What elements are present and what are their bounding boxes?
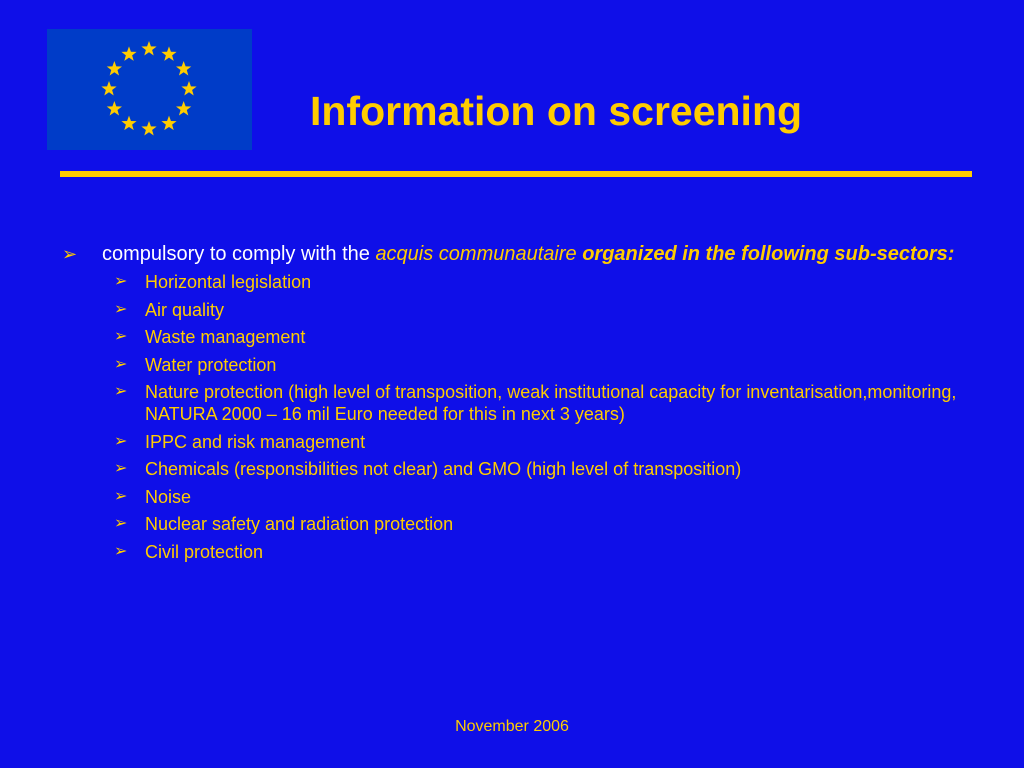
bullet-content [62,242,962,568]
arrow-bullet-icon: ➢ [114,515,128,532]
arrow-bullet-icon: ➢ [62,244,78,264]
sub-sector-list [62,271,962,563]
list-item-label: Noise [145,486,192,507]
list-item-label: Chemicals (responsibilities not clear) and GMO (high level of transposition) [145,459,742,479]
list-item [62,326,962,348]
list-item-label: Water protection [145,354,277,375]
list-item-label: Civil protection [145,541,264,562]
list-item [62,354,962,376]
star-icon [101,81,116,95]
eu-flag-icon [47,29,252,150]
arrow-bullet-icon: ➢ [114,487,128,505]
list-item-label: Air quality [145,299,225,320]
list-item [62,381,962,425]
list-item [62,458,962,480]
star-icon [176,61,191,75]
footer-date: November 2006 [455,718,569,735]
main-bullet-text: compulsory to comply with the [102,243,376,265]
list-item [62,486,962,508]
list-item-label: Waste management [145,327,306,347]
star-icon [107,61,122,75]
arrow-bullet-icon: ➢ [114,432,128,450]
arrow-bullet-icon: ➢ [114,300,128,318]
eu-stars-ring [47,29,252,150]
list-item-label: Nuclear safety and radiation protection [145,514,454,534]
star-icon [107,101,122,115]
arrow-bullet-icon: ➢ [114,542,128,560]
list-item [62,271,962,293]
star-icon [181,81,196,95]
star-icon [161,46,176,60]
main-bullet [62,242,962,267]
star-icon [161,116,176,130]
main-bullet-italic: acquis communautaire [375,243,577,265]
star-icon [141,41,156,55]
list-item [62,299,962,321]
list-item [62,513,962,535]
list-item-label: IPPC and risk management [145,431,366,452]
arrow-bullet-icon: ➢ [114,383,128,400]
arrow-bullet-icon: ➢ [114,328,128,345]
star-icon [141,121,156,135]
main-bullet-bold-italic: organized in the following sub-sectors: [576,243,955,265]
star-icon [121,116,136,130]
arrow-bullet-icon: ➢ [114,273,128,290]
list-item [62,541,962,563]
title-divider [60,171,972,177]
star-icon [121,46,136,60]
list-item [62,431,962,453]
page-title: Information on screening [310,88,803,134]
arrow-bullet-icon: ➢ [114,355,128,373]
list-item-label: Horizontal legislation [145,272,312,292]
list-item-label: Nature protection (high level of transposition, weak institutional capacity for inventarisation,monitoring, NATURA 2000 – 16 mil Euro needed for this in next 3 years) [145,382,957,424]
arrow-bullet-icon: ➢ [114,460,128,477]
star-icon [176,101,191,115]
